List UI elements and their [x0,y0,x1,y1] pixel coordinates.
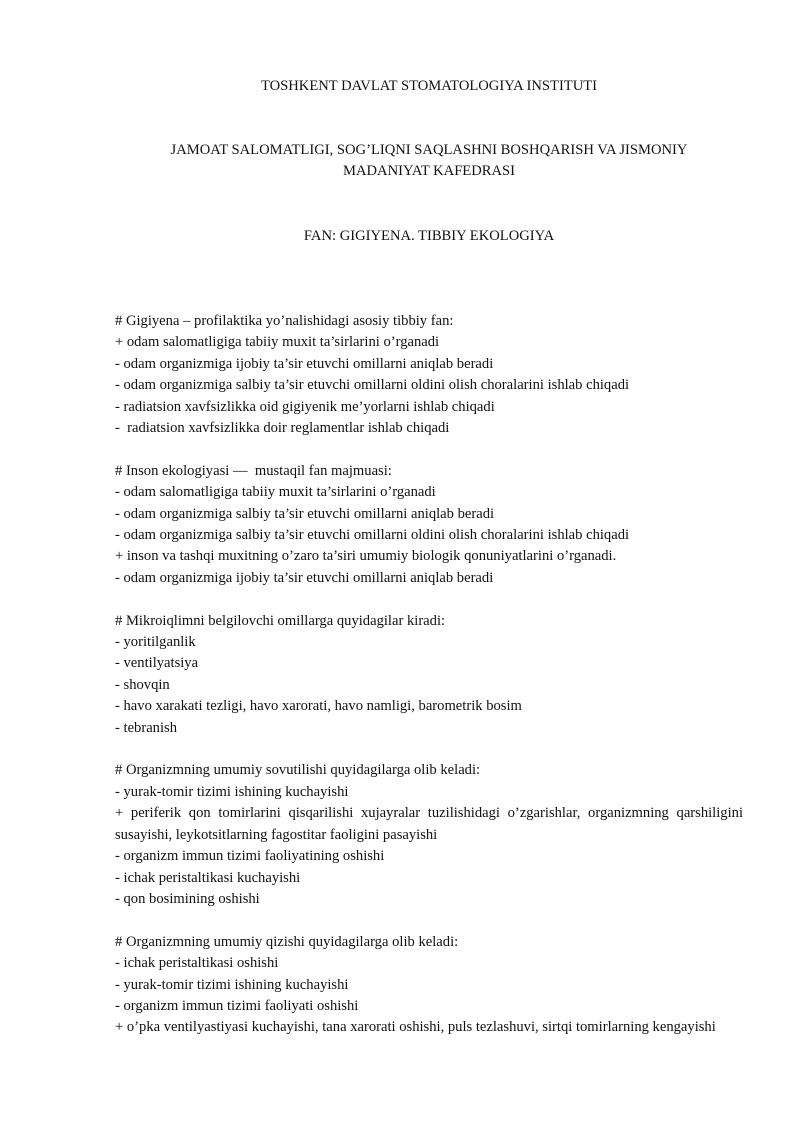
answer-option: - odam organizmiga salbiy ta’sir etuvchi omillarni oldini olish choralarini ishlab chiqadi [115,527,630,544]
answer-option: - ventilyatsiya [115,655,199,672]
answer-option: - shovqin [115,676,170,693]
answer-option: + inson va tashqi muxitning o’zaro ta’siri umumiy biologik qonuniyatlarini o’rganadi. [115,548,617,565]
question-block [115,611,743,739]
subject-title: FAN: GIGIYENA. TIBBIY EKOLOGIYA [303,228,555,244]
question-text: # Mikroiqlimni belgilovchi omillarga quyidagilar kiradi: [115,612,446,629]
answer-option: + o’pka ventilyastiyasi kuchayishi, tana xarorati oshishi, puls tezlashuvi, sirtqi tomirlarning kengayishi [115,1019,716,1036]
answer-option: - yurak-tomir tizimi ishining kuchayishi [115,976,349,993]
question-block [115,311,743,439]
answer-option: - organizm immun tizimi faoliyati oshishi [115,997,359,1014]
question-block [115,461,743,589]
question-block [115,932,743,1039]
answer-option: - radiatsion xavfsizlikka oid gigiyenik me’yorlarni ishlab chiqadi [115,398,495,415]
answer-option: - yoritilganlik [115,634,196,651]
answer-option: - odam organizmiga salbiy ta’sir etuvchi omillarni oldini olish choralarini ishlab chiqadi [115,377,630,394]
question-block [115,760,747,910]
answer-option: + periferik qon tomirlarini qisqarilishi xujayralar tuzilishidagi o’zgarishlar, organizmning qarshiligini susayishi, leykotsitlarning fagostitar faoligini pasayishi [115,805,747,843]
answer-option: + odam salomatligiga tabiiy muxit ta’sirlarini o’rganadi [115,334,440,351]
department-title [115,140,743,183]
question-text: # Gigiyena – profilaktika yo’nalishidagi asosiy tibbiy fan: [115,313,454,329]
answer-option: - organizm immun tizimi faoliyatining oshishi [115,848,385,865]
question-text: # Organizmning umumiy qizishi quyidagilarga olib keladi: [115,933,459,950]
answer-option: - qon bosimining oshishi [115,890,260,907]
answer-option: - ichak peristaltikasi oshishi [115,955,279,972]
institution-title: TOSHKENT DAVLAT STOMATOLOGIYA INSTITUTI [260,78,598,94]
answer-option: - odam organizmiga ijobiy ta’sir etuvchi omillarni aniqlab beradi [115,569,494,586]
answer-option: - yurak-tomir tizimi ishining kuchayishi [115,783,349,800]
answer-option: - havo xarakati tezligi, havo xarorati, havo namligi, barometrik bosim [115,698,522,715]
question-text: # Organizmning umumiy sovutilishi quyidagilarga olib keladi: [115,762,481,779]
question-text: # Inson ekologiyasi — mustaqil fan majmuasi: [115,462,392,479]
answer-option: - odam organizmiga ijobiy ta’sir etuvchi omillarni aniqlab beradi [115,355,494,372]
answer-option: - odam organizmiga salbiy ta’sir etuvchi omillarni aniqlab beradi [115,505,495,522]
answer-option: - odam salomatligiga tabiiy muxit ta’sirlarini o’rganadi [115,484,436,501]
answer-option: - tebranish [115,719,178,736]
department-title-line-1: JAMOAT SALOMATLIGI, SOG’LIQNI SAQLASHNI BOSHQARISH VA JISMONIY [170,142,688,158]
answer-option: - ichak peristaltikasi kuchayishi [115,869,301,886]
question-list [115,311,747,1060]
department-title-line-2: MADANIYAT KAFEDRASI [342,163,516,180]
answer-option: - radiatsion xavfsizlikka doir reglamentlar ishlab chiqadi [115,420,450,437]
